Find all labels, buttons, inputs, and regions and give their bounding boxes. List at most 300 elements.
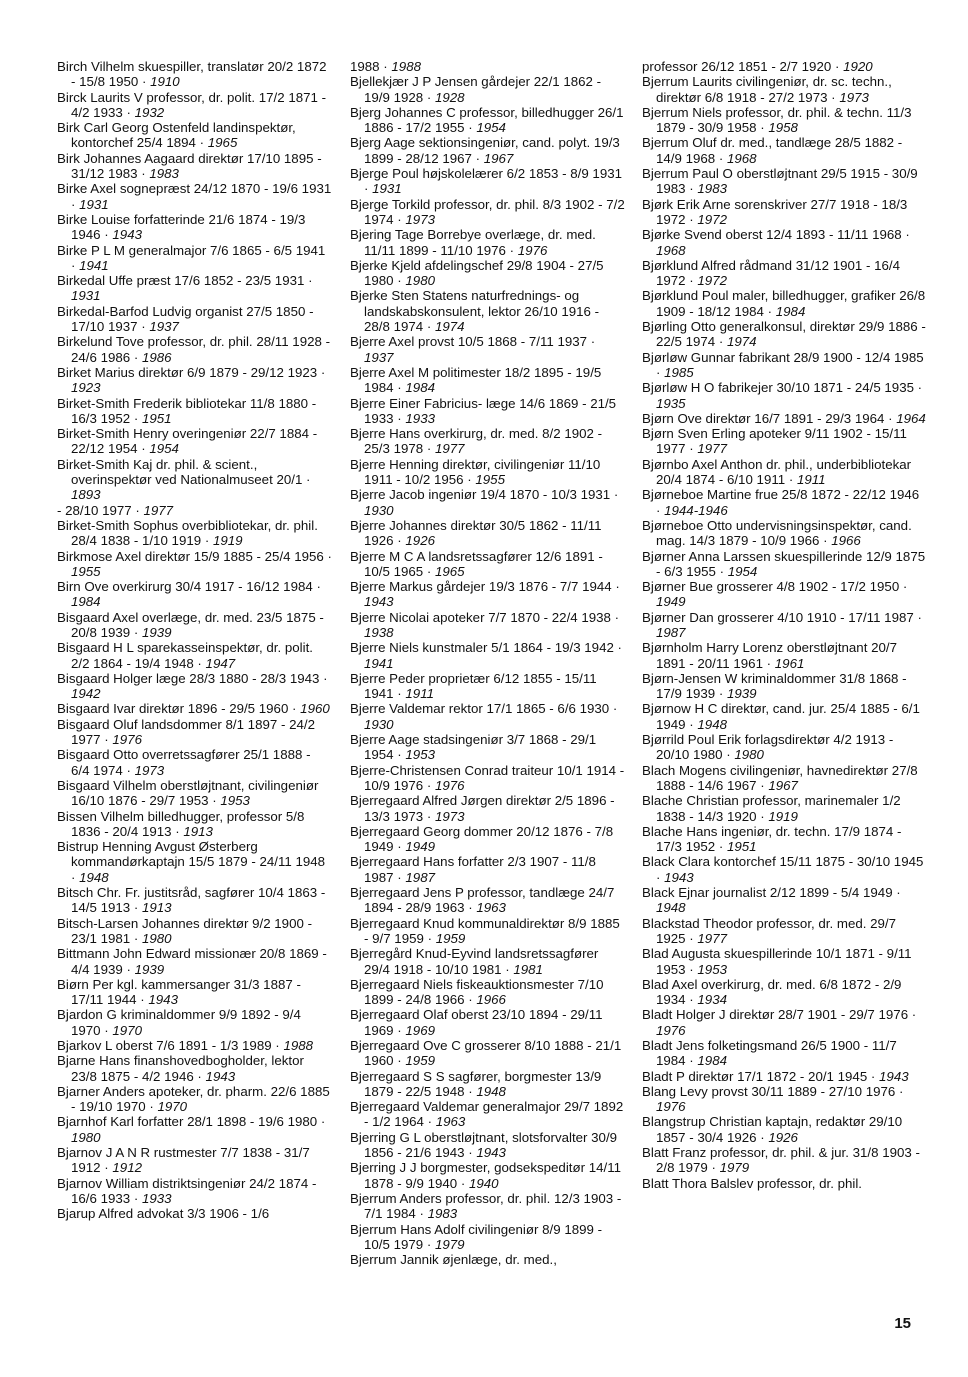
register-entry <box>642 1069 927 1084</box>
entry-text: Blad Augusta skuespillerinde 10/1 1871 - 9/11 1953 · <box>642 946 912 977</box>
register-entry <box>350 885 625 916</box>
register-entry <box>57 1176 332 1207</box>
entry-year: 1973 <box>405 211 435 227</box>
entry-text: Bjarner Anders apoteker, dr. pharm. 22/6 1885 - 19/10 1970 · <box>57 1083 330 1115</box>
entry-text: Black Clara kontorchef 15/11 1875 - 30/10 1945 · <box>642 854 924 885</box>
register-entry <box>642 288 927 319</box>
register-entry <box>57 1038 332 1053</box>
register-entry <box>350 1038 625 1069</box>
entry-year: 1977 <box>697 930 727 946</box>
register-entry <box>57 426 332 457</box>
entry-year: 1965 <box>434 563 465 579</box>
entry-text: Bisgaard Vilhelm oberstløjtnant, civilingeniør 16/10 1876 - 29/7 1953 · <box>57 777 319 809</box>
entry-year: 1930 <box>364 502 394 518</box>
entry-year: 1977 <box>434 441 465 457</box>
entry-year: 1954 <box>727 563 758 579</box>
register-entry <box>57 334 332 365</box>
register-entry <box>350 763 625 794</box>
register-entry <box>350 518 625 549</box>
entry-text: Blatt Thora Balslev professor, dr. phil. <box>642 1175 863 1191</box>
entry-year: 1965 <box>207 135 238 151</box>
entry-year: 1967 <box>483 150 514 166</box>
register-entry <box>642 640 927 671</box>
entry-text: Birket-Smith Henry overingeniør 22/7 1884 - 22/12 1954 · <box>57 426 318 457</box>
entry-year: 1942 <box>71 686 101 702</box>
register-entry <box>642 518 927 549</box>
entry-text: Bjarnov J A N R rustmester 7/7 1838 - 31/7 1912 · <box>57 1145 310 1176</box>
entry-text: Bjørklund Poul maler, billedhugger, grafiker 26/8 1909 - 18/12 1984 · <box>642 288 926 319</box>
entry-year: 1983 <box>149 166 179 182</box>
entry-year: 1938 <box>364 624 394 640</box>
entry-year: 1941 <box>364 655 394 671</box>
register-entry <box>642 732 927 763</box>
entry-text: Bjerrum Oluf dr. med., tandlæge 28/5 1882 - 14/9 1968 · <box>642 135 903 166</box>
entry-text: Bjerregaard Georg dommer 20/12 1876 - 7/8 1949 · <box>350 823 614 855</box>
entry-text: Bjarup Alfred advokat 3/3 1906 - 1/6 <box>57 1206 270 1222</box>
entry-text: Bjerre-Christensen Conrad traiteur 10/1 1914 - 10/9 1976 · <box>350 762 625 793</box>
entry-year: 1940 <box>468 1175 499 1191</box>
entry-year: 1943 <box>205 1068 236 1084</box>
register-entry <box>57 90 332 121</box>
register-entry <box>642 258 927 289</box>
entry-text: Blache Hans ingeniør, dr. techn. 17/9 1874 - 17/3 1952 · <box>642 823 902 855</box>
entry-year: 1953 <box>220 793 250 809</box>
register-entry <box>350 105 625 136</box>
register-entry <box>350 579 625 610</box>
entry-text: Bissen Vilhelm billedhugger, professor 5/8 1836 - 20/4 1913 · <box>57 808 305 839</box>
entry-text: Bisgaard Otto overretssagfører 25/1 1888 - 6/4 1974 · <box>57 747 311 778</box>
register-entry <box>642 671 927 702</box>
entry-text: Bladt P direktør 17/1 1872 - 20/1 1945 · <box>642 1068 880 1084</box>
register-entry <box>57 151 332 182</box>
register-entry <box>57 457 332 503</box>
register-entry <box>642 197 927 228</box>
entry-year: 1934 <box>697 992 727 1008</box>
entry-text: Bjørnow H C direktør, cand. jur. 25/4 1885 - 6/1 1949 · <box>642 701 920 732</box>
entry-year: 1943 <box>364 594 394 610</box>
entry-text: Bisgaard Axel overlæge, dr. med. 23/5 1875 - 20/8 1939 · <box>57 609 324 640</box>
entry-text: Birket-Smith Kaj dr. phil. & scient., overinspektør ved Nationalmuseet 20/1 · <box>57 456 311 488</box>
entry-year: 1960 <box>300 701 330 717</box>
entry-year: 1926 <box>405 533 435 549</box>
entry-text: Bjerrum Hans Adolf civilingeniør 8/9 1899 - 10/5 1979 · <box>350 1221 603 1252</box>
register-entry <box>350 1099 625 1130</box>
entry-text: Birke Louise forfatterinde 21/6 1874 - 19/3 1946 · <box>57 211 306 243</box>
entry-text: Bjardon G kriminaldommer 9/9 1892 - 9/4 1970 · <box>57 1007 301 1038</box>
entry-text: Bjering Tage Borrebye overlæge, dr. med. 11/11 1899 - 11/10 1976 · <box>350 227 596 258</box>
entry-year: 1985 <box>664 364 694 380</box>
entry-text: Bjerregaard Knud kommunaldirektør 8/9 1885 - 9/7 1959 · <box>350 915 620 946</box>
entry-text: Bitsch-Larsen Johannes direktør 9/2 1900 - 23/1 1981 · <box>57 915 312 946</box>
entry-year: 1979 <box>719 1160 750 1176</box>
register-entry <box>57 518 332 549</box>
entry-year: 1968 <box>656 242 686 258</box>
entry-year: 1983 <box>697 181 727 197</box>
register-entry <box>642 350 927 381</box>
entry-year: 1958 <box>768 120 798 136</box>
entry-year: 1988 <box>283 1038 314 1053</box>
entry-year: 1943 <box>664 869 694 885</box>
register-entry <box>642 1176 927 1191</box>
entry-text: Birke Axel sognepræst 24/12 1870 - 19/6 1931 · <box>57 181 332 212</box>
entry-year: 1948 <box>656 900 686 916</box>
register-entry <box>57 778 332 809</box>
entry-year: 1912 <box>112 1160 142 1176</box>
entry-text: Bjerregaard S S sagfører, borgmester 13/9 1879 - 22/5 1948 · <box>350 1068 602 1099</box>
register-entry <box>642 1084 927 1115</box>
entry-year: 1943 <box>148 992 178 1008</box>
entry-text: Biørn Per kgl. kammersanger 31/3 1887 - 17/11 1944 · <box>57 976 301 1008</box>
entry-year: 1920 <box>843 59 873 74</box>
register-entry <box>57 839 332 885</box>
entry-column-3 <box>642 59 927 1191</box>
register-entry <box>350 824 625 855</box>
entry-year: 1932 <box>134 104 165 120</box>
entry-year: 1970 <box>157 1099 188 1115</box>
entry-year: 1966 <box>476 992 506 1008</box>
entry-year: 1951 <box>141 410 172 426</box>
entry-year: 1941 <box>79 257 109 273</box>
entry-text: Bisgaard H L sparekasseinspektør, dr. polit. 2/2 1864 - 19/4 1948 · <box>57 640 313 671</box>
register-entry <box>57 1053 332 1084</box>
register-entry <box>642 793 927 824</box>
entry-year: 1987 <box>405 869 435 885</box>
register-entry <box>350 396 625 427</box>
entry-text: Bjellekjær J P Jensen gårdejer 22/1 1862 - 19/9 1928 · <box>350 74 602 105</box>
entry-text: Bjerregaard Olaf oberst 23/10 1894 - 29/11 1969 · <box>350 1007 603 1038</box>
entry-text: Bjørn Sven Erling apoteker 9/11 1902 - 15/11 1977 · <box>642 426 907 457</box>
entry-year: 1926 <box>768 1129 798 1145</box>
entry-year: 1947 <box>205 655 236 671</box>
entry-year: 1951 <box>726 839 757 855</box>
entry-text: Blad Axel overkirurg, dr. med. 6/8 1872 - 2/9 1934 · <box>642 976 902 1008</box>
entry-text: Bjarnhof Karl forfatter 28/1 1898 - 19/6 1980 · <box>57 1114 326 1130</box>
entry-year: 1949 <box>405 839 435 855</box>
entry-year: 1980 <box>734 747 764 763</box>
register-entry <box>57 304 332 335</box>
entry-text: Bjerre Niels kunstmaler 5/1 1864 - 19/3 1942 · <box>350 640 622 656</box>
register-entry <box>350 59 625 74</box>
register-entry <box>642 1145 927 1176</box>
entry-year: 1976 <box>434 777 465 793</box>
register-entry <box>350 671 625 702</box>
register-entry <box>350 1160 625 1191</box>
register-entry <box>350 610 625 641</box>
entry-year: 1931 <box>71 288 101 304</box>
register-entry <box>57 977 332 1008</box>
entry-year: 1968 <box>726 150 757 166</box>
register-entry <box>57 273 332 304</box>
register-entry <box>642 946 927 977</box>
entry-text: Bjerg Aage sektionsingeniør, cand. polyt. 19/3 1899 - 28/12 1967 · <box>350 135 620 166</box>
entry-text: Bjerge Poul højskolelærer 6/2 1853 - 8/9 1931 · <box>350 166 623 197</box>
entry-year: 1967 <box>768 777 798 793</box>
register-entry <box>57 243 332 274</box>
register-entry <box>350 854 625 885</box>
entry-text: professor 26/12 1851 - 2/7 1920 · <box>642 59 844 74</box>
register-entry <box>57 1206 332 1221</box>
entry-column-1 <box>57 59 332 1222</box>
entry-year: 1911 <box>405 686 434 702</box>
register-entry <box>642 380 927 411</box>
entry-text: Bjørløw Gunnar fabrikant 28/9 1900 - 12/4 1985 · <box>642 349 924 380</box>
entry-year: 1948 <box>79 869 109 885</box>
entry-text: Blang Levy provst 30/11 1889 - 27/10 1976 · <box>642 1083 904 1099</box>
entry-text: Bladt Jens folketingsmand 26/5 1900 - 11/7 1984 · <box>642 1038 897 1069</box>
register-entry <box>350 793 625 824</box>
entry-text: Blach Mogens civilingeniør, havnedirektør 27/8 1888 - 14/6 1967 · <box>642 762 918 793</box>
register-entry <box>350 1252 625 1267</box>
register-entry <box>57 1145 332 1176</box>
register-entry <box>642 916 927 947</box>
entry-year: 1973 <box>839 89 869 105</box>
entry-text: Bjerre Peder proprietær 6/12 1855 - 15/11 1941 · <box>350 670 597 702</box>
entry-text: Birket-Smith Sophus overbibliotekar, dr. phil. 28/4 1838 - 1/10 1919 · <box>57 517 318 549</box>
entry-year: 1977 <box>143 502 174 518</box>
entry-text: Bjerre Nicolai apoteker 7/7 1870 - 22/4 1938 · <box>350 609 620 625</box>
entry-text: Bjørneboe Otto undervisningsinspektør, cand. mag. 14/3 1879 - 10/9 1966 · <box>642 517 912 549</box>
entry-year: 1973 <box>134 762 165 778</box>
entry-text: Black Ejnar journalist 2/12 1899 - 5/4 1949 · <box>642 885 901 901</box>
register-entry <box>350 365 625 396</box>
register-entry <box>57 640 332 671</box>
entry-text: Blangstrup Christian kaptajn, redaktør 29/10 1857 - 30/4 1926 · <box>642 1114 903 1145</box>
entry-text: Bjerre Hans overkirurg, dr. med. 8/2 1902 - 25/3 1978 · <box>350 426 603 457</box>
entry-year: 1963 <box>476 900 506 916</box>
register-entry <box>642 457 927 488</box>
register-entry <box>57 885 332 916</box>
entry-year: 1919 <box>768 808 798 824</box>
register-entry <box>57 549 332 580</box>
entry-text: Bjarnov William distriktsingeniør 24/2 1874 - 16/6 1933 · <box>57 1175 317 1206</box>
entry-year: 1913 <box>141 900 172 916</box>
entry-text: Birk Johannes Aagaard direktør 17/10 1895 - 31/12 1983 · <box>57 150 322 182</box>
register-entry <box>642 854 927 885</box>
register-entry <box>350 549 625 580</box>
entry-year: 1931 <box>372 181 402 197</box>
register-entry <box>350 334 625 365</box>
register-entry <box>642 1038 927 1069</box>
entry-year: 1954 <box>149 441 179 457</box>
entry-text: Bjerregaard Jens P professor, tandlæge 24/7 1894 - 28/9 1963 · <box>350 885 615 916</box>
entry-text: Birkedal Uffe præst 17/6 1852 - 23/5 1931 · <box>57 273 313 289</box>
register-entry <box>350 258 625 289</box>
entry-text: Bjerrum Niels professor, dr. phil. & techn. 11/3 1879 - 30/9 1958 · <box>642 104 912 136</box>
register-entry <box>57 1114 332 1145</box>
entry-text: Bjørnholm Harry Lorenz oberstløjtnant 20/7 1891 - 20/11 1961 · <box>642 640 897 671</box>
entry-text: Bjerrum Jannik øjenlæge, dr. med., <box>350 1252 557 1268</box>
entry-year: 1955 <box>71 563 101 579</box>
register-entry <box>350 640 625 671</box>
entry-text: Bjarkov L oberst 7/6 1891 - 1/3 1989 · <box>57 1038 284 1053</box>
entry-text: Bjørrild Poul Erik forlagsdirektør 4/2 1913 - 20/10 1980 · <box>642 732 894 763</box>
entry-text: Bjerke Kjeld afdelingschef 29/8 1904 - 27/5 1980 · <box>350 257 604 289</box>
entry-text: Birch Vilhelm skuespiller, translatør 20/2 1872 - 15/8 1950 · <box>57 59 327 90</box>
entry-year: 1980 <box>71 1129 101 1145</box>
entry-year: 1937 <box>149 319 179 335</box>
entry-year: 1953 <box>697 961 727 977</box>
entry-year: 1986 <box>141 349 172 365</box>
entry-year: 1959 <box>405 1053 435 1069</box>
entry-text: Birck Laurits V professor, dr. polit. 17/2 1871 - 4/2 1933 · <box>57 89 327 120</box>
entry-text: - 28/10 1977 · <box>57 502 144 518</box>
register-entry <box>350 946 625 977</box>
entry-year: 1961 <box>774 655 805 671</box>
entry-text: Birkedal-Barfod Ludvig organist 27/5 1850 - 17/10 1937 · <box>57 303 314 335</box>
register-entry <box>57 59 332 90</box>
entry-text: Bjerre Einer Fabricius- læge 14/6 1869 - 21/5 1933 · <box>350 395 617 426</box>
entry-text: Birket-Smith Frederik bibliotekar 11/8 1880 - 16/3 1952 · <box>57 395 317 426</box>
page-number: 15 <box>894 1315 911 1332</box>
register-entry <box>57 1084 332 1115</box>
entry-text: Bjerre Jacob ingeniør 19/4 1870 - 10/3 1931 · <box>350 487 619 503</box>
register-entry <box>642 977 927 1008</box>
register-entry <box>350 732 625 763</box>
register-entry <box>642 549 927 580</box>
entry-year: 1910 <box>150 74 180 90</box>
entry-year: 1931 <box>79 196 109 212</box>
entry-text: Bjerre Henning direktør, civilingeniør 11/10 1911 - 10/2 1956 · <box>350 456 601 488</box>
register-entry <box>350 457 625 488</box>
entry-year: 1970 <box>112 1022 142 1038</box>
entry-text: Bitsch Chr. Fr. justitsråd, sagfører 10/4 1863 - 14/5 1913 · <box>57 885 326 916</box>
register-entry <box>350 227 625 258</box>
entry-year: 1939 <box>726 686 757 702</box>
entry-text: Bjerrum Laurits civilingeniør, dr. sc. techn., direktør 6/8 1918 - 27/2 1973 · <box>642 74 892 105</box>
entry-text: Bjørnbo Axel Anthon dr. phil., underbibliotekar 20/4 1874 - 6/10 1911 · <box>642 456 912 488</box>
entry-year: 1933 <box>405 410 435 426</box>
entry-year: 1948 <box>697 716 727 732</box>
entry-year: 1943 <box>112 227 142 243</box>
register-entry <box>642 105 927 136</box>
register-entry <box>350 74 625 105</box>
entry-year: 1972 <box>697 273 727 289</box>
register-entry <box>642 74 927 105</box>
entry-year: 1973 <box>434 808 465 824</box>
entry-year: 1933 <box>141 1190 172 1206</box>
entry-year: 1954 <box>476 120 506 136</box>
entry-text: Birkelund Tove professor, dr. phil. 28/11 1928 - 24/6 1986 · <box>57 334 331 365</box>
entry-year: 1966 <box>831 533 861 549</box>
register-entry <box>350 487 625 518</box>
entry-text: Bjørner Anna Larssen skuespillerinde 12/9 1875 - 6/3 1955 · <box>642 548 926 579</box>
entry-text: Bisgaard Oluf landsdommer 8/1 1897 - 24/2 1977 · <box>57 716 315 748</box>
entry-year: 1984 <box>775 303 806 319</box>
register-entry <box>350 1130 625 1161</box>
entry-year: 1943 <box>476 1145 506 1161</box>
entry-text: Bjørn-Jensen W kriminaldommer 31/8 1868 - 17/9 1939 · <box>642 670 907 702</box>
entry-text: Bjerre Johannes direktør 30/5 1862 - 11/11 1926 · <box>350 517 602 549</box>
register-entry <box>642 166 927 197</box>
entry-text: Bjerre Axel M politimester 18/2 1895 - 19/5 1984 · <box>350 364 602 396</box>
register-entry <box>350 977 625 1008</box>
entry-text: Blackstad Theodor professor, dr. med. 29/7 1925 · <box>642 915 897 946</box>
register-entry <box>350 701 625 732</box>
entry-text: Birk Carl Georg Ostenfeld landinspektør, kontorchef 25/4 1894 · <box>57 120 296 151</box>
entry-year: 1963 <box>435 1114 466 1130</box>
register-entry <box>350 1191 625 1222</box>
register-entry <box>642 763 927 794</box>
register-entry <box>57 717 332 748</box>
entry-year: 1928 <box>434 89 465 105</box>
entry-year: 1948 <box>476 1083 506 1099</box>
register-entry <box>57 365 332 396</box>
entry-text: Birket Marius direktør 6/9 1879 - 29/12 1923 · <box>57 364 326 380</box>
entry-text: Bjerre M C A landsretssagfører 12/6 1891 - 10/5 1965 · <box>350 548 603 579</box>
entry-year: 1930 <box>364 716 394 732</box>
entry-text: Bjørner Dan grosserer 4/10 1910 - 17/11 1987 · <box>642 609 922 625</box>
register-entry <box>642 1007 927 1038</box>
register-entry <box>57 747 332 778</box>
register-entry <box>57 1007 332 1038</box>
entry-text: Birkmose Axel direktør 15/9 1885 - 25/4 1956 · <box>57 548 332 564</box>
entry-year: 1959 <box>435 930 466 946</box>
register-entry <box>350 288 625 334</box>
register-entry <box>642 487 927 518</box>
register-entry <box>642 1114 927 1145</box>
entry-year: 1974 <box>434 319 465 335</box>
entry-text: Bjerregaard Ove C grosserer 8/10 1888 - 21/1 1960 · <box>350 1038 622 1069</box>
entry-text: Bjerre Aage stadsingeniør 3/7 1868 - 29/1 1954 · <box>350 732 597 763</box>
register-entry <box>642 411 927 426</box>
entry-year: 1955 <box>475 472 505 488</box>
register-entry <box>57 396 332 427</box>
entry-text: Bjerrum Anders professor, dr. phil. 12/3 1903 - 7/1 1984 · <box>350 1190 622 1222</box>
entry-text: Bjerke Sten Statens naturfrednings- og landskabskonsulent, lektor 26/10 1916 - 28/8 1974 · <box>350 288 600 335</box>
entry-year: 1893 <box>71 487 101 503</box>
entry-text: Bjerregaard Hans forfatter 2/3 1907 - 11/8 1987 · <box>350 854 596 885</box>
register-entry <box>350 1007 625 1038</box>
entry-year: 1919 <box>212 533 243 549</box>
register-entry <box>642 227 927 258</box>
entry-text: Blache Christian professor, marinemaler 1/2 1838 - 14/3 1920 · <box>642 793 901 824</box>
register-entry <box>642 610 927 641</box>
entry-year: 1923 <box>71 380 101 396</box>
entry-year: 1974 <box>726 334 757 350</box>
entry-year: 1987 <box>656 624 686 640</box>
entry-text: Bisgaard Ivar direktør 1896 - 29/5 1960 · <box>57 701 301 717</box>
entry-year: 1953 <box>405 747 435 763</box>
entry-year: 1976 <box>656 1022 686 1038</box>
register-entry <box>350 1069 625 1100</box>
entry-year: 1984 <box>405 380 435 396</box>
register-entry <box>57 181 332 212</box>
entry-year: 1939 <box>134 961 165 977</box>
entry-text: Bistrup Henning Avgust Østerberg kommandørkaptajn 15/5 1879 - 24/11 1948 · <box>57 839 326 885</box>
entry-year: 1980 <box>141 930 172 946</box>
entry-text: Bisgaard Holger læge 28/3 1880 - 28/3 1943 · <box>57 670 328 686</box>
entry-text: 1988 · <box>350 59 392 74</box>
entry-year: 1969 <box>405 1022 435 1038</box>
entry-text: Bjerge Torkild professor, dr. phil. 8/3 1902 - 7/2 1974 · <box>350 196 625 227</box>
entry-text: Bjørke Svend oberst 12/4 1893 - 11/11 1968 · <box>642 227 910 243</box>
register-entry <box>57 120 332 151</box>
entry-text: Bjørling Otto generalkonsul, direktør 29/9 1886 - 22/5 1974 · <box>642 319 926 350</box>
entry-text: Bjørløw H O fabrikejer 30/10 1871 - 24/5 1935 · <box>642 380 923 396</box>
entry-year: 1913 <box>183 823 213 839</box>
entry-year: 1949 <box>656 594 686 610</box>
entry-text: Bjørn Ove direktør 16/7 1891 - 29/3 1964 · <box>642 410 897 426</box>
entry-year: 1943 <box>879 1068 909 1084</box>
register-entry <box>642 135 927 166</box>
register-entry <box>57 610 332 641</box>
register-entry <box>350 1222 625 1253</box>
entry-year: 1984 <box>71 594 101 610</box>
entry-text: Birke P L M generalmajor 7/6 1865 - 6/5 1941 · <box>57 242 326 273</box>
entry-year: 1944-1946 <box>664 502 728 518</box>
register-entry <box>57 671 332 702</box>
register-entry <box>642 824 927 855</box>
